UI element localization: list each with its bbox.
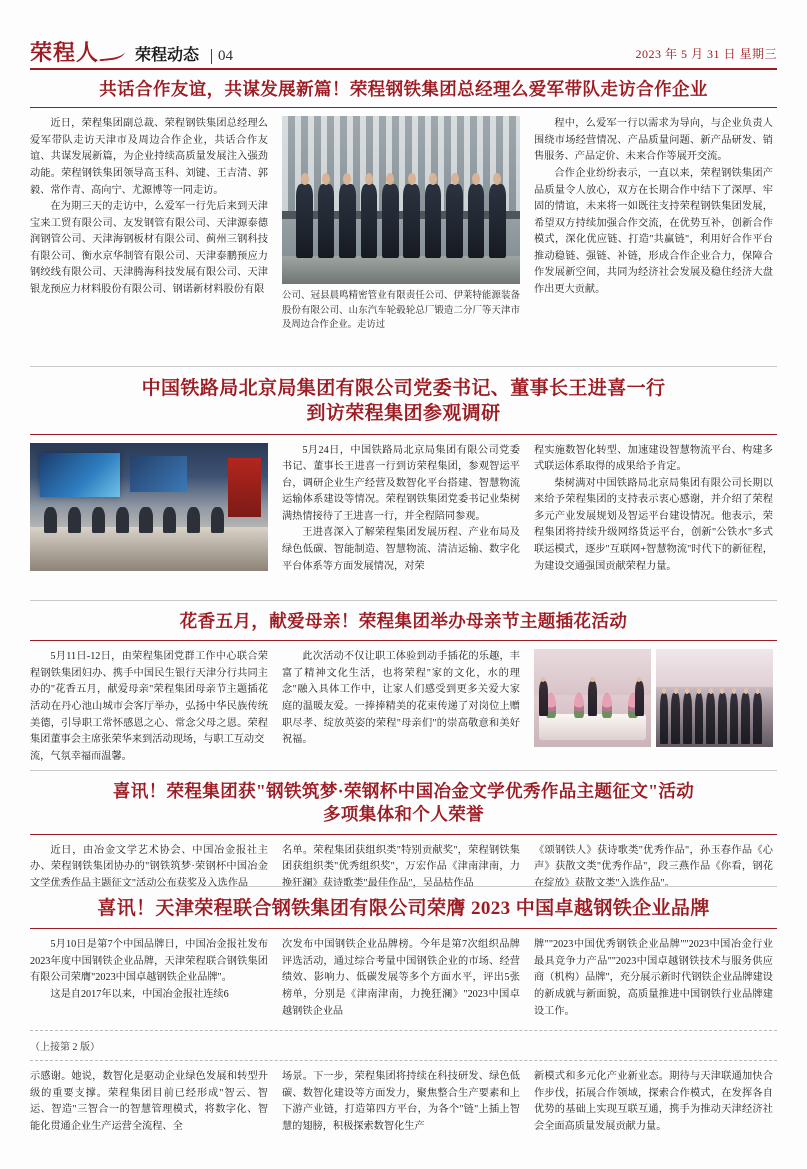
article-2-column-1 — [30, 443, 268, 575]
article-5-para-4: 牌""2023中国优秀钢铁企业品牌""2023中国冶金行业最具竞争力产品""2023中国卓越钢铁技术与服务供应商（机构）品牌"，充分展示新时代钢铁企业品牌建设的新成就与新面貌，高质量推进中国钢铁行业品牌建设工作。 — [534, 939, 773, 1017]
logo-swash-icon — [99, 44, 125, 62]
article-3 — [30, 600, 777, 765]
article-5-rule — [30, 928, 777, 929]
article-2-top-rule — [30, 366, 777, 367]
article-2-headline-line-1: 中国铁路局北京局集团有限公司党委书记、董事长王进喜一行 — [141, 378, 666, 399]
article-4-para-1: 近日，由冶金文学艺术协会、中国冶金报社主办、荣程钢铁集团协办的"钢铁筑梦·荣钢杯中国冶金文学优秀作品主题征文"活动公布获奖及入选作品 — [30, 844, 268, 889]
article-3-para-2: 流，气氛幸福而温馨。 — [30, 750, 132, 762]
section-title: 荣程动态 — [135, 47, 200, 64]
article-5-top-rule — [30, 886, 777, 887]
publication-date: 2023 年 5 月 31 日 星期三 — [635, 47, 777, 61]
article-1-photo — [282, 116, 520, 284]
article-3-para-3: 此次活动不仅让职工体验到动手插花的乐趣，丰富了精神文化生活，也将荣程"家的文化，水的理念"融入具体工作中，让家人们感受到更多关爱大家庭的温暖友爱。一捧捧精美的花束传递了对岗位上赠职尽孝、绽放英姿的荣程"母亲们"的崇高敬意和美好祝福。 — [282, 651, 520, 746]
article-3-photo-group — [534, 649, 773, 747]
article-3-columns — [30, 649, 777, 765]
article-5-column-3 — [534, 937, 773, 1020]
article-5-para-3: 次发布中国钢铁企业品牌榜。今年是第7次组织品牌评选活动，通过综合考量中国钢铁企业的市场、经营绩效、影响力、低碳发展等多个方面水平，评出5张榜单，分别是《津南津南，力挽狂澜》"2023中国卓越钢铁企业品 — [282, 939, 520, 1017]
article-2-para-1: 5月24日，中国铁路局北京局集团有限公司党委书记、董事长王进喜一行到访荣程集团，参观智运平台，调研企业生产经营及数智化平台搭建、智慧物流运输体系建设等情况。荣程钢铁集团党委书记业柴树满热情接待了王进喜一行，并全程陪同参观。 — [282, 444, 520, 522]
continuation-column-1 — [30, 1069, 268, 1135]
continuation-divider-2 — [30, 1060, 777, 1061]
publication-logo — [30, 42, 125, 64]
article-2-headline-line-2: 到访荣程集团参观调研 — [306, 403, 501, 425]
article-2-para-3: 程实施数智化转型、加速建设智慧物流平台、构建多式联运体系取得的成果给予肯定。 — [534, 444, 773, 473]
article-3-column-2 — [282, 649, 520, 765]
article-2-columns — [30, 443, 777, 575]
continuation-column-3 — [534, 1069, 773, 1135]
article-1-para-1: 近日，荣程集团副总裁、荣程钢铁集团总经理么爱军带队走访天津市及周边合作企业，共话合作友谊、共谋发展新篇，为企业持续高质量发展注入强劲动能。荣程钢铁集团领导高玉科、刘键、王吉清、郭毅、常作青、高向宁、尤源博等一同走访。 — [30, 118, 268, 196]
article-3-para-1: 5月11日-12日，由荣程集团党群工作中心联合荣程钢铁集团妇办、携手中国民生银行天津分行共同主办的"花香五月，献爱母亲"荣程集团母亲节主题插花活动在丹心池山城市会客厅举办，弘扬中华民族传统美德，引导职工常怀感恩之心、常念父母之恩。荣程集团董事会主席张荣华来到活动现场，与职工互动交 — [30, 651, 268, 746]
article-1-rule — [30, 107, 777, 108]
article-1-para-3: 程中，么爱军一行以需求为导向，与企业负责人围绕市场经营情况、产品质量问题、新产品研发、销售服务、产品定价、未来合作等展开交流。 — [534, 118, 773, 163]
article-3-top-rule — [30, 600, 777, 601]
article-2-para-2: 王进喜深入了解荣程集团发展历程、产业布局及绿色低碳、智能制造、智慧物流、清洁运输、数字化平台体系等方面发展情况，对荣 — [282, 527, 520, 572]
article-1-para-4: 合作企业纷纷表示，一直以来，荣程钢铁集团产品质量令人放心，双方在长期合作中结下了深厚、牢固的情谊，未来将一如既往支持荣程钢铁集团发展，希望双方持续加强合作交流，在优势互补，创新合作模式，深化优应链、打造"共赢链"，利用好合作平台推动稳链、强链、补链，形成合作企业合力，保障合作发展新空间，共同为经济社会发展及稳住经济大盘作出更大贡献。 — [534, 167, 773, 295]
article-2-photo — [30, 443, 268, 571]
article-2-column-3 — [534, 443, 773, 575]
article-3-headline: 花香五月，献爱母亲！荣程集团举办母亲节主题插花活动 — [179, 611, 628, 631]
article-1 — [30, 78, 777, 341]
article-2 — [30, 366, 777, 575]
article-1-headline: 共话合作友谊，共谋发展新篇！荣程钢铁集团总经理么爱军带队走访合作企业 — [99, 79, 708, 99]
continuation-block — [30, 1030, 777, 1135]
article-3-column-1 — [30, 649, 268, 765]
continuation-label: （上接第 2 版） — [30, 1042, 100, 1053]
article-1-column-1 — [30, 116, 268, 341]
article-1-column-3 — [534, 116, 773, 341]
article-1-para-2: 在为期三天的走访中，么爱军一行先后来到天津宝来工贸有限公司、友发钢管有限公司、天津源泰德润钢管公司、天津海钢板材有限公司、蓟州三钢科技有限公司、衡水京华制管有限公司、天津泰鹏预应力钢绞线有限公司、天津腾海科技发展有限公司、天津银龙预应力材料股份有限公司、钢诺新材料股份有限 — [30, 201, 268, 295]
article-3-rule — [30, 640, 777, 641]
masthead-left — [30, 42, 233, 68]
continuation-column-2 — [282, 1069, 520, 1135]
article-1-photo-caption: 公司、冠县晨鸣精密管业有限责任公司、伊莱特能源装备股份有限公司、山东汽车轮毂轮总厂锻造二分厂等天津市及周边合作企业。走访过 — [282, 291, 520, 330]
continuation-para-1: 示感谢。她说，数智化是驱动企业绿色发展和转型升级的重要支撑。荣程集团目前已经形成"智云、智运、智造"三智合一的智慧管理模式，将数字化、智能化贯通企业生产运营全流程、全 — [30, 1071, 268, 1132]
article-5-para-2: 这是自2017年以来，中国冶金报社连续6 — [50, 989, 229, 1000]
article-2-rule — [30, 434, 777, 435]
article-3-column-3 — [534, 649, 773, 765]
article-4-column-3 — [534, 843, 773, 893]
article-4-top-rule — [30, 770, 777, 771]
continuation-columns — [30, 1069, 777, 1135]
article-5 — [30, 886, 777, 1020]
article-4-headline-line-2: 多项集体和个人荣誉 — [322, 804, 485, 825]
article-4-headline-line-1: 喜讯！荣程集团获"钢铁筑梦·荣钢杯中国冶金文学优秀作品主题征文"活动 — [112, 781, 695, 801]
article-5-headline: 喜讯！天津荣程联合钢铁集团有限公司荣膺 2023 中国卓越钢铁企业品牌 — [97, 898, 710, 919]
article-1-columns — [30, 116, 777, 341]
article-5-para-1: 5月10日是第7个中国品牌日，中国冶金报社发布2023年度中国钢铁企业品牌，天津荣程联合钢铁集团有限公司荣膺"2023中国卓越钢铁企业品牌"。 — [30, 939, 268, 984]
continuation-divider — [30, 1030, 777, 1031]
article-5-column-1 — [30, 937, 268, 1020]
article-1-column-2 — [282, 116, 520, 341]
article-4-column-1 — [30, 843, 268, 893]
article-4-para-2: 名单。荣程集团获组织类"特别贡献奖"，荣程钢铁集团获组织类"优秀组织奖"，万宏作品《津南津南，力挽狂澜》获诗歌类"最佳作品"，吴品枯作品 — [282, 844, 520, 889]
article-4 — [30, 770, 777, 892]
article-4-rule — [30, 834, 777, 835]
article-4-columns — [30, 843, 777, 893]
article-5-columns — [30, 937, 777, 1020]
continuation-para-2: 场景。下一步，荣程集团将持续在科技研发、绿色低碳、数智化建设等方面发力，聚焦整合生产要素和上下游产业链，打造第四方平台，为各个"链"上插上智慧的翅膀，积极探索数智化生产 — [282, 1071, 520, 1132]
article-5-column-2 — [282, 937, 520, 1020]
continuation-para-3: 新模式和多元化产业新业态。期待与天津联通加快合作步伐，拓展合作领域，探索合作模式，在发挥各自优势的基础上实现互联互通，携手为推动天津经济社会全面高质量发展贡献力量。 — [534, 1071, 773, 1132]
article-3-photo-1 — [534, 649, 651, 747]
article-3-photo-2 — [656, 649, 773, 747]
article-4-column-2 — [282, 843, 520, 893]
article-2-column-2 — [282, 443, 520, 575]
article-2-para-4: 柴树满对中国铁路局北京局集团有限公司长期以来给予荣程集团的支持表示衷心感谢，并介绍了荣程多元产业发展规划及智运平台建设情况。他表示，荣程集团将持续升级网络货运平台，创新"公铁水"多式联运模式，逐步"互联网+智慧物流"时代下的新征程，为建设交通强国贡献荣程力量。 — [534, 477, 773, 572]
masthead — [30, 30, 777, 70]
publication-logo-text: 荣程人 — [30, 40, 100, 65]
article-4-para-3: 《颂钢铁人》获诗歌类"优秀作品"，孙玉春作品《心声》获散文类"优秀作品"，段三燕作品《你看，钢花在绽放》获散文类"入选作品"。 — [534, 844, 773, 889]
page-number: 04 — [211, 49, 233, 64]
